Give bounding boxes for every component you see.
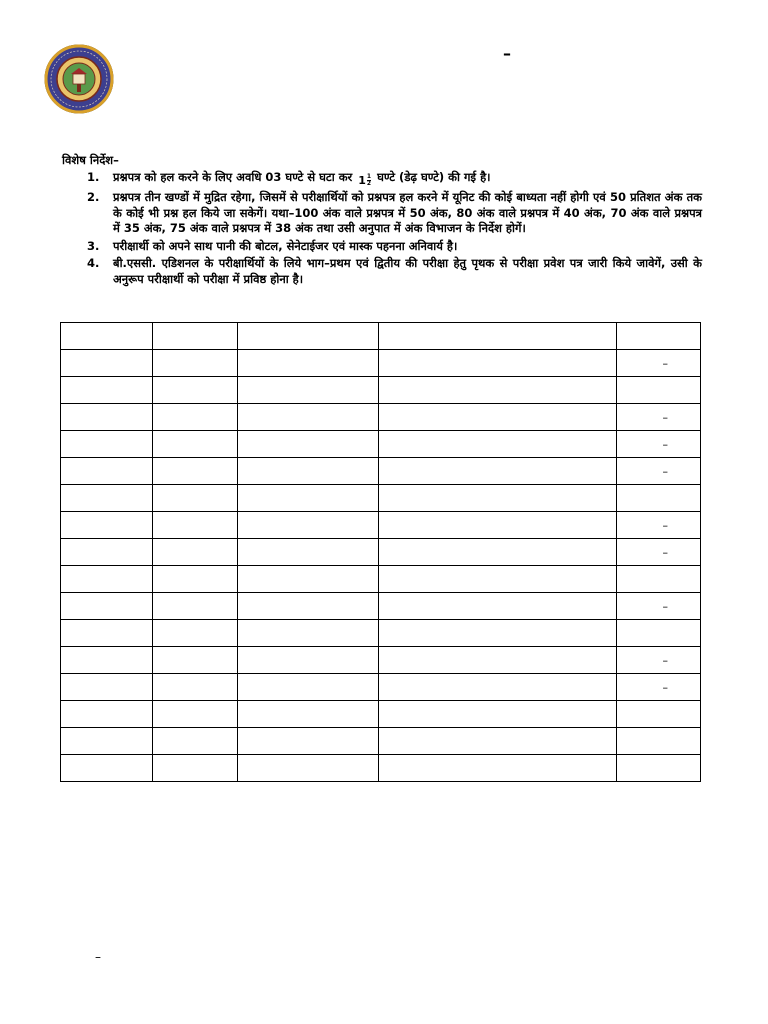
- table-cell: [61, 539, 153, 566]
- table-row: [61, 728, 701, 755]
- table-cell: [238, 458, 379, 485]
- table-cell: [617, 728, 701, 755]
- table-cell: [61, 350, 153, 377]
- table-cell: [61, 647, 153, 674]
- table-cell: [238, 755, 379, 782]
- table-cell: [379, 755, 617, 782]
- table-cell: [153, 755, 238, 782]
- table-cell: [153, 323, 238, 350]
- table-row: [61, 404, 701, 431]
- table-cell: [379, 350, 617, 377]
- instruction-text: घण्टे (डेढ़ घण्टे) की गई है।: [377, 169, 491, 184]
- table-row: [61, 431, 701, 458]
- table-cell: [153, 458, 238, 485]
- table-cell: –: [617, 593, 701, 620]
- table-cell: [153, 485, 238, 512]
- table-cell: [379, 674, 617, 701]
- fraction-whole: 1: [358, 173, 366, 187]
- table-cell: [61, 458, 153, 485]
- table-cell: [153, 701, 238, 728]
- table-row: [61, 593, 701, 620]
- instruction-number: 1.: [87, 169, 100, 184]
- table-body: [61, 323, 701, 782]
- table-cell: [379, 539, 617, 566]
- table-row: [61, 620, 701, 647]
- table-row: [61, 512, 701, 539]
- table-cell: [379, 404, 617, 431]
- exam-schedule-table: [60, 322, 701, 782]
- fraction-one-and-half: [358, 173, 371, 189]
- table-cell: [61, 566, 153, 593]
- table-cell: –: [617, 350, 701, 377]
- table-row: [61, 647, 701, 674]
- table-cell: [238, 431, 379, 458]
- table-cell: [153, 377, 238, 404]
- table-cell: [61, 755, 153, 782]
- university-seal-logo: [44, 44, 114, 114]
- table-cell: [238, 512, 379, 539]
- table-cell: [617, 701, 701, 728]
- table-cell: [379, 431, 617, 458]
- footer-dash: –: [95, 950, 101, 964]
- table-cell: [617, 485, 701, 512]
- table-cell: –: [617, 458, 701, 485]
- table-cell: [379, 728, 617, 755]
- header-dash: –: [503, 44, 511, 63]
- instruction-number: 3.: [87, 238, 100, 253]
- instruction-number: 2.: [87, 190, 100, 204]
- table-cell: [238, 593, 379, 620]
- table-cell: [379, 377, 617, 404]
- table-cell: [61, 728, 153, 755]
- table-cell: [238, 701, 379, 728]
- instruction-number: 4.: [87, 256, 100, 270]
- table-cell: [379, 485, 617, 512]
- table-cell: –: [617, 539, 701, 566]
- table-cell: [61, 593, 153, 620]
- table-cell: [153, 647, 238, 674]
- table-cell: [153, 431, 238, 458]
- table-cell: [238, 350, 379, 377]
- table-cell: [617, 755, 701, 782]
- table-row: [61, 485, 701, 512]
- table-cell: [153, 566, 238, 593]
- table-cell: [238, 566, 379, 593]
- table-row: [61, 755, 701, 782]
- table-cell: [379, 620, 617, 647]
- table-cell: [379, 593, 617, 620]
- table-cell: [238, 377, 379, 404]
- table-cell: –: [617, 647, 701, 674]
- table-cell: [61, 485, 153, 512]
- instruction-item: [62, 256, 702, 287]
- table-cell: [379, 323, 617, 350]
- table-cell: [61, 404, 153, 431]
- table-cell: –: [617, 674, 701, 701]
- table-cell: [61, 431, 153, 458]
- instruction-item: [62, 170, 702, 189]
- table-cell: [379, 458, 617, 485]
- table-cell: [153, 593, 238, 620]
- table-cell: [153, 539, 238, 566]
- table-cell: –: [617, 431, 701, 458]
- table-row: [61, 539, 701, 566]
- table-cell: [238, 485, 379, 512]
- table-cell: [153, 674, 238, 701]
- table-cell: [238, 620, 379, 647]
- table-cell: [379, 566, 617, 593]
- fraction-denominator: 2: [366, 180, 372, 187]
- table-cell: [153, 512, 238, 539]
- table-cell: [379, 512, 617, 539]
- instruction-text: प्रश्नपत्र को हल करने के लिए अवधि 03 घण्टे से घटा कर: [113, 169, 353, 184]
- table-row: [61, 566, 701, 593]
- instruction-text: परीक्षार्थी को अपने साथ पानी की बोटल, सेनेटाईजर एवं मास्क पहनना अनिवार्य है।: [113, 238, 458, 253]
- table-cell: [153, 404, 238, 431]
- table-cell: [379, 647, 617, 674]
- special-instructions: [62, 153, 702, 289]
- table-cell: [238, 323, 379, 350]
- table-cell: [153, 620, 238, 647]
- table-cell: [153, 350, 238, 377]
- table-cell: [61, 701, 153, 728]
- table-cell: [617, 323, 701, 350]
- university-seal-icon: [44, 44, 114, 114]
- table-cell: [61, 512, 153, 539]
- table-cell: [617, 377, 701, 404]
- table-row: [61, 323, 701, 350]
- table-row: [61, 674, 701, 701]
- table-cell: [617, 620, 701, 647]
- table-cell: [61, 674, 153, 701]
- table-cell: [379, 701, 617, 728]
- table-row: [61, 350, 701, 377]
- table-cell: [61, 377, 153, 404]
- instructions-heading: विशेष निर्देश–: [62, 153, 119, 167]
- table-cell: [238, 674, 379, 701]
- table-cell: [153, 728, 238, 755]
- table-cell: [61, 620, 153, 647]
- table-cell: [238, 647, 379, 674]
- table-row: [61, 701, 701, 728]
- table-cell: [617, 566, 701, 593]
- instruction-text: बी.एससी. एडिशनल के परीक्षार्थियों के लिये भाग–प्रथम एवं द्वितीय की परीक्षा हेतु पृथक से परीक्षा प्रवेश पत्र जारी किये जावेगें, उसी के अनुरूप परीक्षार्थी को परीक्षा में प्रविष्ठ होना है।: [113, 256, 702, 286]
- instruction-item: [62, 190, 702, 237]
- table-row: [61, 458, 701, 485]
- table-cell: [238, 404, 379, 431]
- table-cell: [61, 323, 153, 350]
- table-row: [61, 377, 701, 404]
- instructions-list: [62, 170, 702, 288]
- table-cell: [238, 728, 379, 755]
- fraction-numerator: 1: [366, 173, 372, 180]
- instruction-item: [62, 239, 702, 255]
- table-cell: [238, 539, 379, 566]
- instruction-text: प्रश्नपत्र तीन खण्डों में मुद्रित रहेगा, जिसमें से परीक्षार्थियों को प्रश्नपत्र हल करने में यूनिट की कोई बाध्यता नहीं होगी एवं 50 प्रतिशत अंक तक के कोई भी प्रश्न हल किये जा सकेगें। यथा–100 अंक वाले प्रश्नपत्र में 50 अंक, 80 अंक वाले प्रश्नपत्र में 40 अंक, 70 अंक वाले प्रश्नपत्र में 35 अंक, 75 अंक वाले प्रश्नपत्र में 38 अंक तथा उसी अनुपात में अंक विभाजन के निर्देश होगें।: [113, 190, 702, 235]
- table-cell: –: [617, 404, 701, 431]
- table-cell: –: [617, 512, 701, 539]
